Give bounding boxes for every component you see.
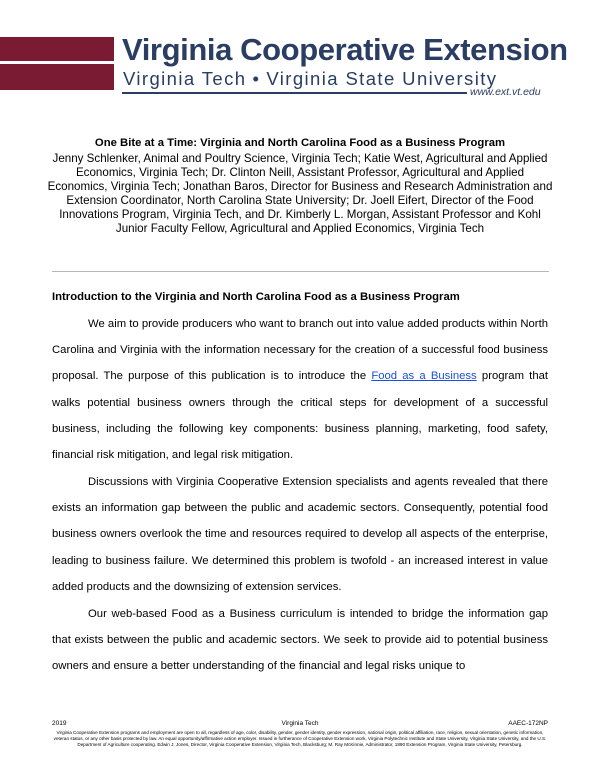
logo-rule <box>122 92 467 94</box>
paragraph-1 <box>52 311 548 468</box>
org-title: Virginia Cooperative Extension <box>122 32 568 67</box>
p1-text-before: We aim to provide producers who want to branch out into value added products within North Carolina and Virginia with the information necessary for the creation of a successful food business proposal. The purpose of this publication is to introduce the <box>52 318 548 383</box>
footer-year: 2019 <box>52 720 67 727</box>
footer-disclaimer: Virginia Cooperative Extension programs and employment are open to all, regardless of age, color, disability, gender, gender identity, gender expression, national origin, political affiliation, race, religion, sexual orientation, genetic information, veteran status, or any other basis protected by law. An equal opportunity/affirmative action employer. Issued in furtherance of Cooperative Extension work, Virginia Polytechnic Institute and State University, Virginia State University, and the U.S. Department of Agriculture cooperating. Edwin J. Jones, Director, Virginia Cooperative Extension, Virginia Tech, Blacksburg; M. Ray McKinnie, Administrator, 1890 Extension Program, Virginia State University, Petersburg. <box>53 730 547 748</box>
document-title: One Bite at a Time: Virginia and North Carolina Food as a Business Program <box>94 137 506 149</box>
p1-text-after: program that walks potential business owners through the critical steps for development of a successful business, including the following key components: business planning, marketing, food safety, financial risk mitigation, and legal risk mitigation. <box>52 370 549 462</box>
section-heading: Introduction to the Virginia and North Carolina Food as a Business Program <box>52 291 460 303</box>
separator-dot: • <box>252 68 261 89</box>
paragraph-3: Our web-based Food as a Business curriculum is intended to bridge the information gap that exists between the public and academic sectors. We seek to provide aid to potential business owners and ensure a better understanding of the financial and legal risks unique to <box>52 608 548 673</box>
vce-logo <box>0 0 600 110</box>
footer-publisher: Virginia Tech <box>281 720 319 727</box>
website-url: www.ext.vt.edu <box>470 86 541 98</box>
logo-stripe <box>0 61 114 64</box>
university-virginia-tech: Virginia Tech <box>123 68 247 89</box>
paragraph-2: Discussions with Virginia Cooperative Extension specialists and agents revealed that there exists an information gap between the public and academic sectors. Consequently, potential food business owners overlook the time and resources required to develop all aspects of the enterprise, leading to business failure. We determined this problem is twofold - an increased interest in value added products and the downsizing of extension services. <box>52 476 548 593</box>
food-as-a-business-link[interactable]: Food as a Business <box>371 370 477 383</box>
title-divider <box>52 271 549 272</box>
footer-row <box>52 719 548 729</box>
university-virginia-state: Virginia State University <box>266 68 498 89</box>
footer-pub-number: AAEC-172NP <box>508 720 548 727</box>
authors-block: Jenny Schlenker, Animal and Poultry Science, Virginia Tech; Katie West, Agricultural and Applied Economics, Virginia Tech; Dr. Clinton Neill, Assistant Professor, Agricultural and Applied Economics, Virginia Tech; Jonathan Baros, Director for Business and Research Administration and Extension Coordinator, North Carolina State University; Dr. Joell Eifert, Director of the Food Innovations Program, Virginia Tech, and Dr. Kimberly L. Morgan, Assistant Professor and Kohl Junior Faculty Fellow, Agricultural and Applied Economics, Virginia Tech <box>47 152 553 235</box>
logo-maroon-bar <box>0 37 114 90</box>
